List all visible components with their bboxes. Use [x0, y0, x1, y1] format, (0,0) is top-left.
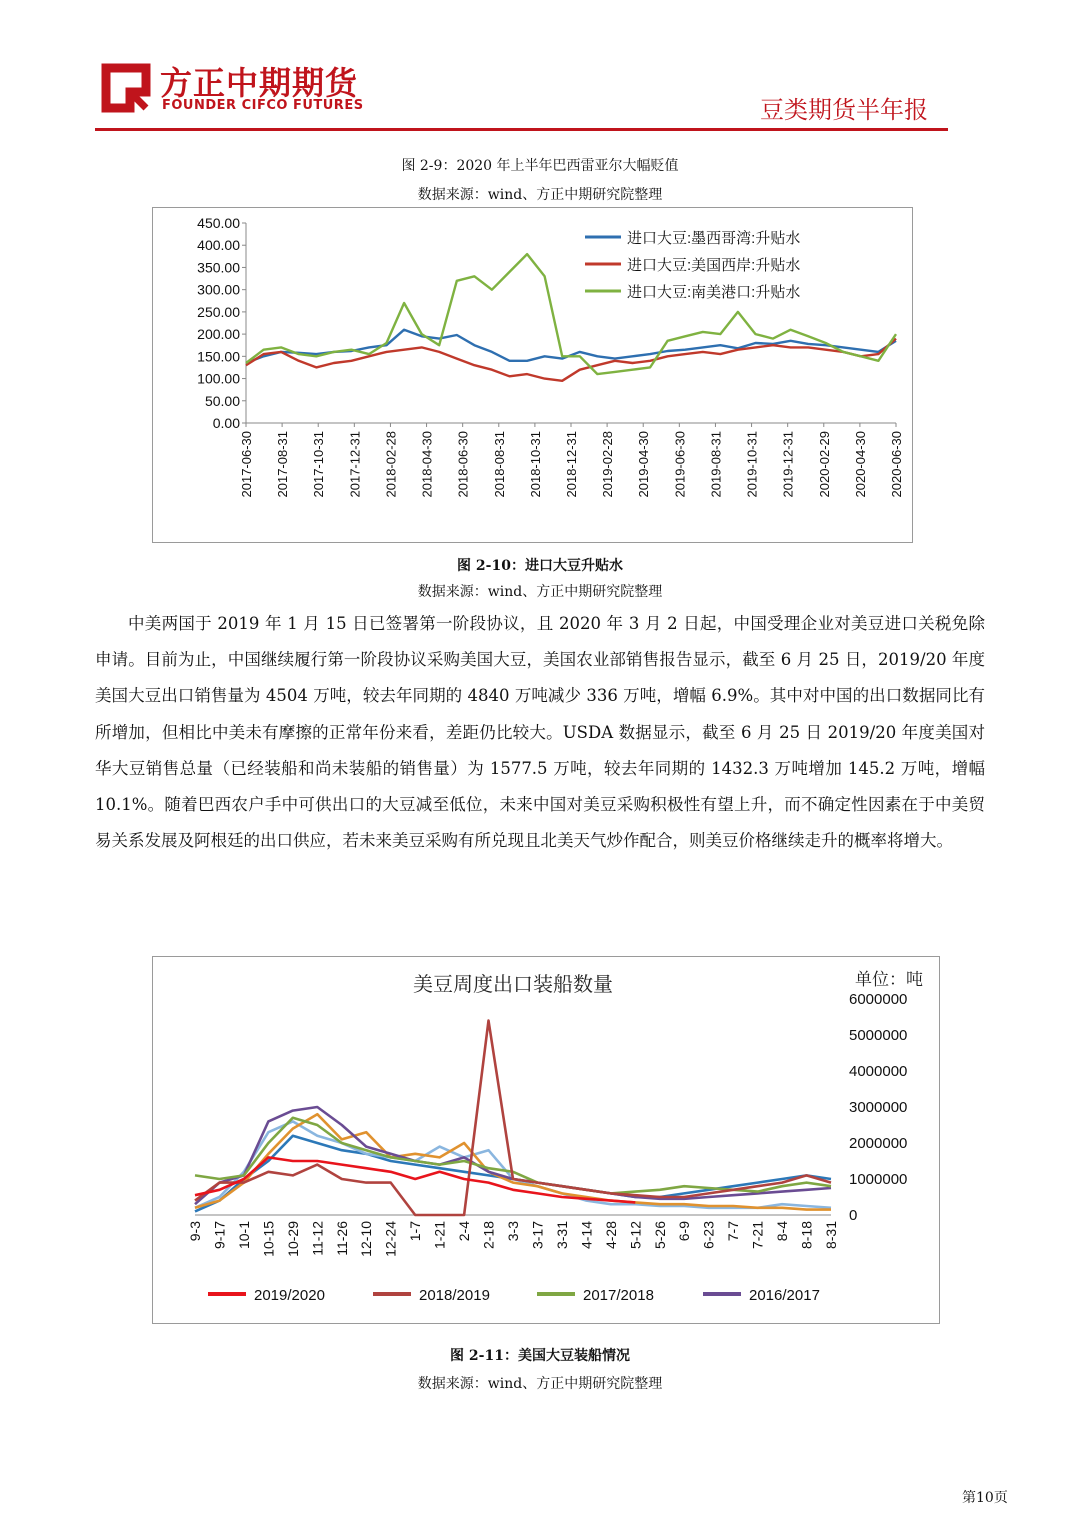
x-tick-label: 9-17 [211, 1221, 228, 1250]
x-tick-label: 7-7 [725, 1221, 742, 1242]
x-tick-label: 2018-12-31 [564, 431, 579, 498]
y-tick-label: 250.00 [197, 303, 240, 320]
company-name-cn: 方正中期期货 [160, 64, 359, 102]
x-tick-label: 8-18 [798, 1221, 815, 1250]
x-tick-label: 5-26 [651, 1221, 668, 1250]
x-tick-label: 8-4 [774, 1221, 791, 1242]
chart-title: 美豆周度出口装船数量 [413, 974, 613, 996]
x-tick-label: 11-26 [333, 1221, 350, 1256]
legend-label-1: 进口大豆:墨西哥湾:升贴水 [627, 230, 801, 247]
x-tick-label: 1-21 [431, 1221, 448, 1250]
x-tick-label: 3-3 [505, 1221, 521, 1242]
x-tick-label: 2018-04-30 [419, 431, 435, 498]
legend-label-2: 2018/2019 [419, 1287, 490, 1304]
x-tick-label: 2017-10-31 [311, 431, 327, 498]
body-text: 中美两国于 2019 年 1 月 15 日已签署第一阶段协议，且 2020 年 3 月 2 日起，中国受理企业对美豆进口关税免除申请。目前为止，中国继续履行第一阶段协议采购美国大豆，美国农业部销售报告显示，截至 6 月 25 日，2019/20 年度美国大豆出口销售量为 4504 万吨，较去年同期的 4840 万吨减少 336 万吨，增幅 6.9%。其中对中国的出口数据同比有所增加，但相比中美未有摩擦的正常年份来看，差距仍比较大。USDA 数据显示，截至 6 月 25 日 2019/20 年度美国对华大豆销售总量（已经装船和尚未装船的销售量）为 1577.5 万吨，较去年同期的 1432.3 万吨增加 145.2 万吨，增幅 10.1%。随着巴西农户手中可供出口的大豆减至低位，未来中国对美豆采购积极性有望上升，而不确定性因素在于中美贸易关系发展及阿根廷的出口供应，若未来美豆采购有所兑现且北美天气炒作配合，则美豆价格继续走升的概率将增大。 [95, 614, 985, 851]
unit-label: 单位：吨 [855, 970, 923, 989]
y-tick-label: 450.00 [197, 215, 240, 231]
figure-10-caption: 图 2-10：进口大豆升贴水 [457, 558, 623, 574]
x-tick-label: 3-17 [529, 1221, 546, 1250]
x-tick-label: 3-31 [553, 1221, 570, 1250]
x-tick-label: 2018-10-31 [527, 431, 543, 498]
x-tick-label: 10-29 [284, 1221, 301, 1257]
series-line-2 [246, 339, 896, 381]
figure-11-caption: 图 2-11：美国大豆装船情况 [450, 1348, 630, 1364]
y-tick-label: 0 [849, 1207, 858, 1224]
x-tick-label: 2019-08-31 [708, 431, 724, 498]
legend-label-2: 进口大豆:美国西岸:升贴水 [627, 257, 801, 274]
x-tick-label: 2019-06-30 [672, 431, 688, 498]
y-tick-label: 100.00 [197, 370, 240, 387]
legend-label-3: 进口大豆:南美港口:升贴水 [627, 284, 801, 301]
x-tick-label: 2019-04-30 [636, 431, 652, 498]
y-tick-label: 350.00 [197, 259, 240, 276]
y-tick-label: 50.00 [204, 392, 240, 409]
y-tick-label: 400.00 [197, 237, 240, 254]
x-tick-label: 4-14 [578, 1221, 595, 1250]
shipment-chart-svg [153, 957, 939, 1323]
x-tick-label: 2018-02-28 [383, 431, 399, 498]
x-tick-label: 2019-10-31 [744, 431, 760, 498]
premium-chart-svg [153, 208, 912, 542]
x-tick-label: 2017-08-31 [275, 431, 291, 498]
x-tick-label: 2018-06-30 [455, 431, 471, 498]
x-tick-label: 2-18 [480, 1221, 497, 1250]
figure-9-caption: 图 2-9：2020 年上半年巴西雷亚尔大幅贬值 [401, 158, 679, 174]
header-divider [95, 128, 948, 131]
y-tick-label: 150.00 [197, 348, 240, 365]
report-title: 豆类期货半年报 [760, 96, 928, 124]
x-tick-label: 12-10 [358, 1221, 375, 1257]
company-name-en: FOUNDER CIFCO FUTURES [162, 98, 364, 113]
x-tick-label: 2019-02-28 [600, 431, 616, 498]
y-tick-label: 3000000 [849, 1099, 908, 1116]
x-tick-label: 2020-06-30 [889, 431, 904, 498]
x-tick-label: 2017-12-31 [347, 431, 363, 498]
x-tick-label: 10-1 [235, 1221, 252, 1250]
x-tick-label: 2-4 [456, 1221, 473, 1242]
y-tick-label: 4000000 [849, 1063, 908, 1080]
x-tick-label: 8-31 [823, 1221, 839, 1250]
x-tick-label: 5-12 [627, 1221, 644, 1250]
x-tick-label: 2018-08-31 [491, 431, 507, 498]
body-paragraph [95, 606, 985, 859]
company-logo-icon [100, 62, 152, 114]
y-tick-label: 200.00 [197, 326, 240, 343]
figure-9-source: 数据来源：wind、方正中期研究院整理 [417, 187, 663, 203]
legend-label-3: 2017/2018 [583, 1287, 654, 1304]
x-tick-label: 2017-06-30 [239, 431, 254, 498]
x-tick-label: 2019-12-31 [780, 431, 796, 498]
x-tick-label: 7-21 [749, 1221, 766, 1250]
page-number: 第10页 [962, 1490, 1008, 1506]
y-tick-label: 5000000 [849, 1027, 908, 1044]
x-tick-label: 9-3 [187, 1221, 203, 1242]
figure-10-source: 数据来源：wind、方正中期研究院整理 [417, 584, 663, 600]
y-tick-label: 6000000 [849, 991, 908, 1008]
y-tick-label: 2000000 [849, 1135, 908, 1152]
premium-chart [152, 207, 913, 543]
y-tick-label: 300.00 [197, 281, 240, 298]
x-tick-label: 4-28 [602, 1221, 619, 1250]
x-tick-label: 2020-02-29 [816, 431, 832, 498]
shipment-chart [152, 956, 940, 1324]
legend-label-4: 2016/2017 [749, 1287, 820, 1304]
x-tick-label: 2020-04-30 [852, 431, 868, 498]
x-tick-label: 6-23 [700, 1221, 717, 1250]
legend-label-1: 2019/2020 [254, 1287, 325, 1304]
y-tick-label: 0.00 [212, 415, 240, 431]
y-tick-label: 1000000 [849, 1171, 908, 1188]
x-tick-label: 1-7 [407, 1221, 424, 1242]
figure-11-source: 数据来源：wind、方正中期研究院整理 [417, 1376, 663, 1392]
x-tick-label: 10-15 [260, 1221, 277, 1257]
header [0, 0, 1080, 135]
x-tick-label: 11-12 [309, 1221, 326, 1256]
x-tick-label: 12-24 [382, 1221, 399, 1257]
x-tick-label: 6-9 [676, 1221, 693, 1242]
